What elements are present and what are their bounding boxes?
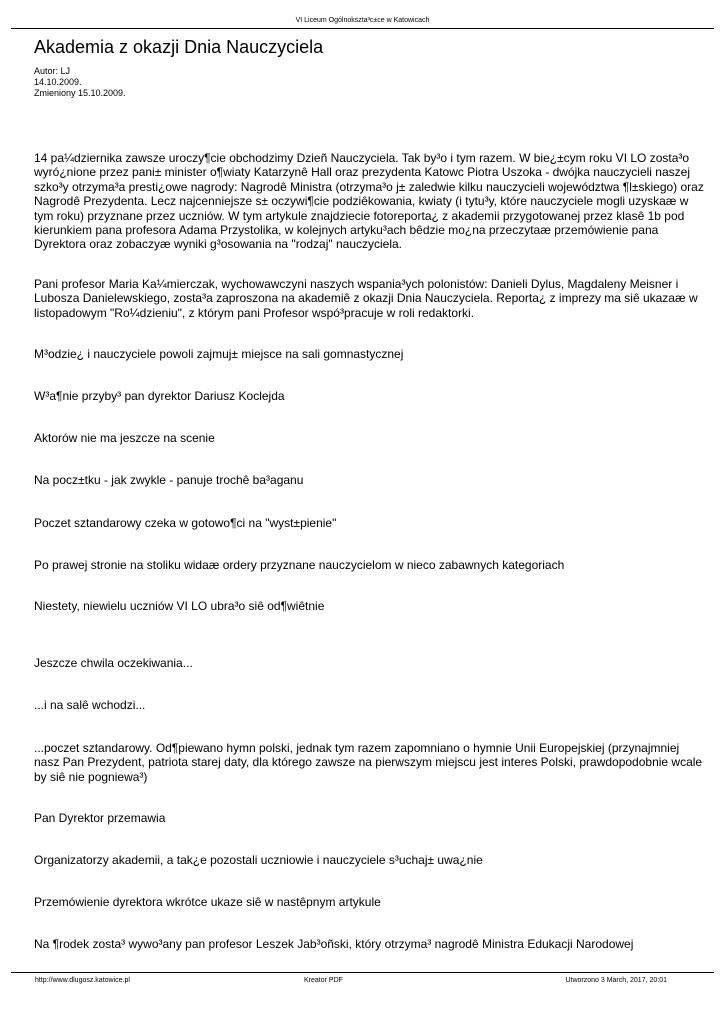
photo-caption: Aktorów nie ma jeszcze na scenie — [34, 431, 215, 445]
footer-generator: Kreator PDF — [304, 977, 343, 984]
photo-caption: M³odzie¿ i nauczyciele powoli zajmuj± miejsce na sali gomnastycznej — [34, 347, 404, 361]
paragraph-intro — [34, 151, 706, 252]
photo-caption: ...i na salê wchodzi... — [34, 698, 146, 712]
photo-caption: Jeszcze chwila oczekiwania... — [34, 656, 193, 670]
photo-caption: W³a¶nie przyby³ pan dyrektor Dariusz Koclejda — [34, 389, 285, 403]
paragraph-kazmierczak — [34, 277, 706, 320]
footer-divider — [11, 972, 714, 973]
paragraph-text: Pani profesor Maria Ka¼mierczak, wychowawczyni naszych wspania³ych polonistów: Danieli Dylus, Magdaleny Meisner i Lubosza Danielewskiego, zosta³a zaproszona na akademiê z okazji Dnia Nauczyciela. Reporta¿ z imprezy ma siê ukazaæ w listopadowym "Ro¼dzieniu", z którym pani Profesor wspó³pracuje w roli redaktorki. — [34, 277, 698, 320]
article-author: Autor: LJ — [34, 66, 71, 76]
photo-caption: Na pocz±tku - jak zwykle - panuje trochê ba³aganu — [34, 473, 304, 487]
page-header: VI Liceum Ogólnokszta³c±ce w Katowicach — [295, 17, 430, 24]
paragraph-text: 14 pa¼dziernika zawsze uroczy¶cie obchodzimy Dzieñ Nauczyciela. Tak by³o i tym razem. W bie¿±cym roku VI LO zosta³o wyró¿nione przez pani± minister o¶wiaty Katarzynê Hall oraz prezydenta Katowc Piotra Uszoka - dwójka nauczycieli naszej szko³y otrzyma³a presti¿owe nagrody: Nagrodê Ministra (otrzyma³o j± zaledwie kilku nauczycieli województwa ¶l±skiego) oraz Nagrodê Prezydenta. Lecz najcenniejsze s± oczywi¶cie podziêkowania, kwiaty (i tytu³y, które nauczyciele mogli uzyskaæ w tym roku) przyznane przez uczniów. W tym artykule znajdziecie fotoreporta¿ z akademii przygotowanej przez klasê 1b pod kierunkiem pana profesora Adama Przystolika, w kolejnych artyku³ach bêdzie mo¿na przeczytaæ przemówienie pana Dyrektora oraz zobaczyæ wyniki g³osowania na "rodzaj" nauczyciela. — [34, 151, 704, 252]
article-title: Akademia z okazji Dnia Nauczyciela — [34, 37, 324, 57]
footer-created: Utworzono 3 March, 2017, 20:01 — [565, 977, 667, 984]
photo-caption: Na ¶rodek zosta³ wywo³any pan profesor Leszek Jab³oñski, który otrzyma³ nagrodê Ministra Edukacji Narodowej — [34, 937, 634, 951]
photo-caption: Po prawej stronie na stoliku widaæ ordery przyznane nauczycielom w nieco zabawnych kategoriach — [34, 558, 565, 572]
photo-caption: Pan Dyrektor przemawia — [34, 811, 166, 825]
photo-caption: Organizatorzy akademii, a tak¿e pozostali uczniowie i nauczyciele s³uchaj± uwa¿nie — [34, 853, 483, 867]
photo-caption: Poczet sztandarowy czeka w gotowo¶ci na "wyst±pienie" — [34, 516, 337, 530]
photo-caption: Niestety, niewielu uczniów VI LO ubra³o siê od¶wiêtnie — [34, 599, 325, 613]
paragraph-anthem: ...poczet sztandarowy. Od¶piewano hymn polski, jednak tym razem zapomniano o hymnie Unii Europejskiej (przynajmniej nasz Pan Prezydent, patriota starej daty, dla którego zawsze na pierwszym miejscu jest interes Polski, prawdopodobnie wcale by siê nie pogniewa³) — [34, 741, 703, 784]
header-divider — [11, 28, 714, 29]
footer-url: http://www.dlugosz.katowice.pl — [35, 977, 130, 984]
article-modified: Zmieniony 15.10.2009. — [34, 88, 126, 98]
photo-caption: Przemówienie dyrektora wkrótce ukaze siê w nastêpnym artykule — [34, 895, 381, 909]
article-meta — [34, 66, 126, 99]
article-date: 14.10.2009. — [34, 77, 82, 87]
